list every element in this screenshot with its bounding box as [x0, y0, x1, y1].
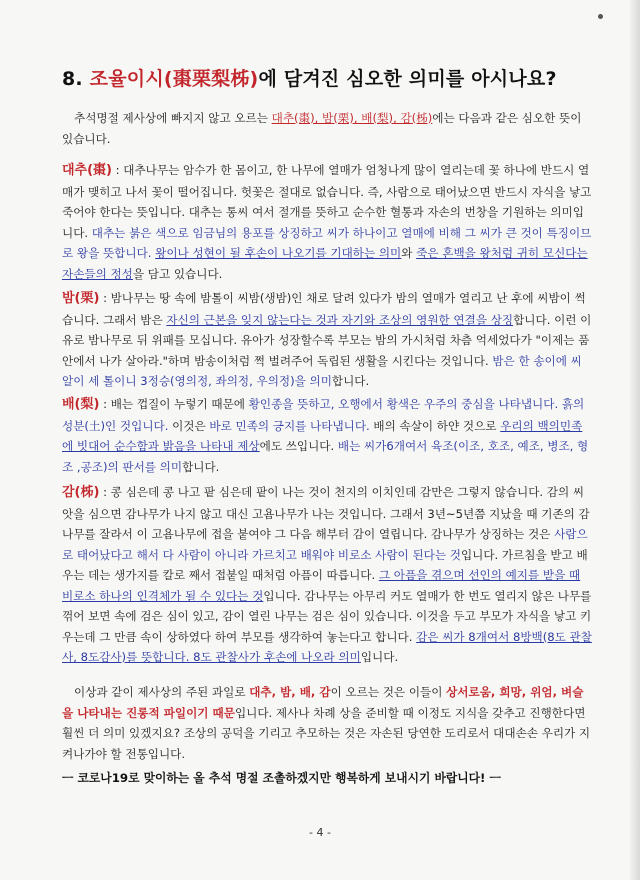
persimmon-paragraph: 감(柹) : 콩 심은데 콩 나고 팥 심은데 팥이 나는 것이 천지의 이치인데 감만은 그렇지 않습니다. 감의 씨앗을 심으면 감나무가 나지 않고 대신 고욤나무가 나는 것입니다. 그래서 3년~5년쯤 지났을 때 기존의 감나무를 잘라서 이 고욤나무에 접을 붙여야 그 다음 해부터 감이 열립니다. 감나무가 상징하는 것은 사람으로 태어났다고 해서 다 사람이 아니라 가르치고 배워야 비로소 사람이 된다는 것입니다. 가르침을 받고 배우는 데는 생가지를 칼로 째서 접붙일 때처럼 아픔이 따릅니다. 그 아픔을 겪으며 선인의 예지를 받을 때 비로소 하나의 인격체가 될 수 있다는 것입니다. 감나무는 아무리 커도 열매가 한 번도 열리지 않은 나무를 꺾어 보면 속에 검은 심이 있고, 감이 열린 나무는 검은 심이 있습니다. 이것을 두고 부모가 자식을 낳고 키우는데 그 만큼 속이 상하였다 하여 부모를 생각하여 놓는다고 합니다. 감은 씨가 8개여서 8방백(8도 관찰사, 8도감사)를 뜻합니다. 8도 관찰사가 후손에 나오라 의미입니다.	[62, 485, 592, 664]
persimmon-label: 감(柹)	[62, 485, 100, 500]
page-number: - 4 -	[309, 826, 331, 839]
conclusion-paragraph: 이상과 같이 제사상의 주된 과일로 대추, 밤, 배, 감이 오르는 것은 이들이 상서로움, 희망, 위엄, 벼슬을 나타내는 진롱적 파일이기 때문입니다. 제사나 차례 상을 준비할 때 이정도 지식을 갖추고 진행한다면 훨씬 더 의미 있겠지요? 조상의 공덕을 기리고 추모하는 것은 자손된 당연한 도리로서 대대손손 우리가 지켜나가야 할 전통입니다.	[62, 685, 591, 761]
chestnut-label: 밤(栗)	[62, 291, 100, 306]
chestnut-paragraph: 밤(栗) : 밤나무는 땅 속에 밤톨이 씨밤(생밤)인 채로 달려 있다가 밤의 열매가 열리고 난 후에 씨밤이 썩습니다. 그래서 밤은 자신의 근본을 잊지 않는다는 것과 자기와 조상의 영원한 연결을 상징합니다. 이런 이유로 밤나무로 뒤 위패를 모십니다. 유아가 성장할수록 부모는 밤의 가시처럼 차츰 억세었다가 "이제는 품안에서 나가 살아라."하며 밤송이처럼 쩍 벌려주어 독립된 생활을 시킨다는 것입니다. 밤은 한 송이에 씨알이 세 톨이니 3정승(영의정, 좌의정, 우의정)을 의미합니다.	[62, 291, 592, 388]
jujube-paragraph: 대추(棗) : 대추나무는 암수가 한 몸이고, 한 나무에 열매가 엄청나게 많이 열리는데 꽃 하나에 반드시 열매가 맺히고 나서 꽃이 떨어집니다. 헛꽃은 절대로 없습니다. 즉, 사람으로 태어났으면 반드시 자식을 낳고 죽어야 한다는 뜻입니다. 대추는 통씨 여서 절개를 뜻하고 순수한 혈통과 자손의 번창을 기원하는 의미입니다. 대추는 붉은 색으로 임금님의 용포를 상징하고 씨가 하나이고 열매에 비해 그 씨가 큰 것이 특징이므로 왕을 뜻합니다. 왕이나 성현이 될 후손이 나오기를 기대하는 의미와 죽은 혼백을 왕처럼 귀히 모신다는 자손들의 정성을 담고 있습니다.	[62, 163, 592, 281]
pear-paragraph: 배(梨) : 배는 껍질이 누렇기 때문에 황인종을 뜻하고, 오행에서 황색은 우주의 중심을 나타냅니다. 흙의 성분(土)인 것입니다. 이것은 바로 민족의 긍지를 나타냅니다. 배의 속살이 하얀 것으로 우리의 백의민족에 빗대어 순수함과 밝음을 나타내 제상에도 쓰입니다. 배는 씨가6개여서 육조(이조, 호조, 예조, 병조, 형조 ,공조)의 판서를 의미합니다.	[62, 397, 589, 474]
scan-dot	[598, 14, 603, 19]
page-title: 8. 조율이시(棗栗梨柹)에 담겨진 심오한 의미를 아시나요?	[62, 68, 557, 90]
fruit-list: 대추(棗), 밤(栗), 배(梨), 감(柹)	[271, 111, 433, 125]
jujube-label: 대추(棗)	[62, 163, 112, 178]
pear-label: 배(梨)	[62, 397, 100, 412]
closing-greeting: ㅡ 코로나19로 맞이하는 올 추석 명절 조촐하겠지만 행복하게 보내시기 바랍니다! ㅡ	[62, 771, 501, 785]
page-edge-shadow	[630, 0, 640, 880]
intro-paragraph: 추석명절 제사상에 빠지지 않고 오르는 대추(棗), 밤(栗), 배(梨), 감(柹)에는 다음과 같은 심오한 뜻이 있습니다.	[62, 111, 582, 146]
